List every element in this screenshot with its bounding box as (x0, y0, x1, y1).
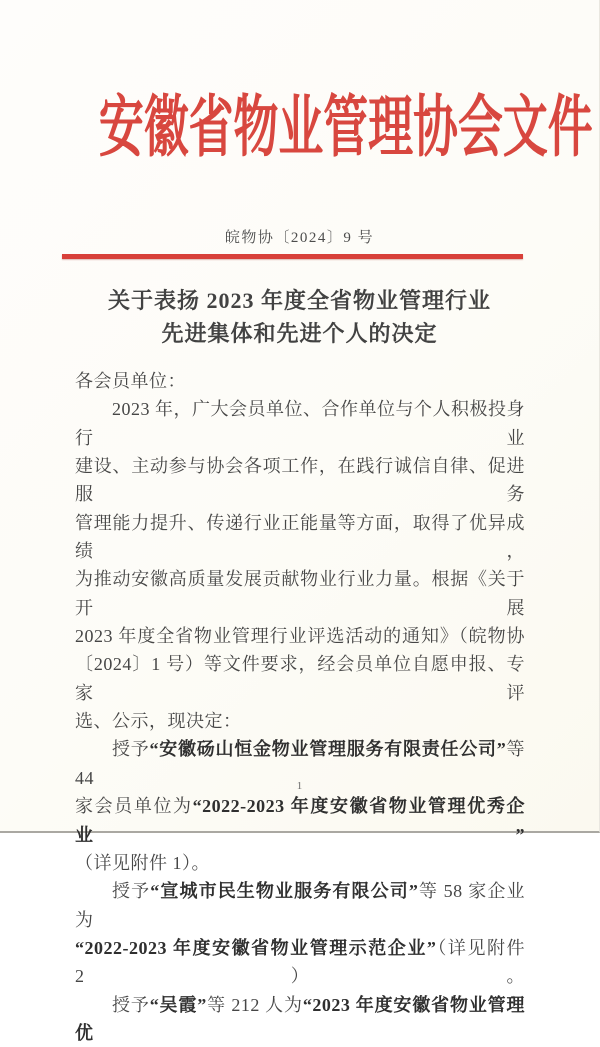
body-text: 授予 (112, 994, 150, 1015)
letterhead-title: 安徽省物业管理协会文件 (98, 91, 593, 165)
red-header-rule (62, 254, 523, 259)
body-text: 建设、主动参与协会各项工作，在践行诚信自律、促进服务 (75, 456, 525, 505)
body-text: 各会员单位： (75, 371, 186, 391)
page-number: 1 (296, 780, 303, 792)
document-body (75, 367, 525, 1047)
body-line (75, 395, 525, 452)
body-text: 2023 年，广大会员单位、合作单位与个人积极投身行业 (75, 399, 525, 448)
body-line (75, 991, 525, 1047)
body-line (75, 565, 525, 622)
document-number: 皖物协〔2024〕9 号 (224, 230, 375, 246)
body-text: 家会员单位为 (75, 796, 193, 817)
body-text-bold: “安徽砀山恒金物业管理服务有限责任公司” (149, 739, 507, 760)
body-line (75, 452, 525, 509)
body-text: 授予 (112, 881, 151, 902)
body-text: 管理能力提升、传递行业正能量等方面，取得了优异成绩， (75, 512, 525, 562)
body-text-bold: “吴霞” (149, 994, 207, 1015)
document-title (0, 284, 599, 350)
body-line (75, 509, 525, 566)
body-line (75, 622, 525, 650)
document-title-line-1: 关于表扬 2023 年度全省物业管理行业 (107, 288, 491, 313)
body-line (75, 877, 525, 934)
body-text: （详见附件 1）。 (75, 852, 210, 873)
body-text: （详见附件 2）。 (75, 937, 526, 987)
body-line (75, 707, 525, 735)
body-line (75, 934, 525, 991)
document-title-line-2: 先进集体和先进个人的决定 (161, 321, 438, 346)
body-text-bold: “宣城市民生物业服务有限公司” (150, 881, 419, 902)
body-text: 〔2024〕1 号）等文件要求，经会员单位自愿申报、专家评 (75, 654, 525, 703)
body-text: 授予 (112, 739, 150, 760)
body-text: 等 58 家企业为 (75, 881, 526, 930)
body-text: 等 212 人为 (206, 994, 303, 1015)
body-text: 等 44 (75, 739, 525, 788)
body-line (75, 367, 525, 395)
body-line (75, 792, 525, 849)
body-line (75, 849, 525, 877)
body-text-bold: “2023 年度安徽省物业管理优 (75, 994, 526, 1043)
body-text: 选、公示，现决定： (75, 711, 242, 732)
body-text-bold: “2022-2023 年度安徽省物业管理优秀企业” (75, 796, 525, 845)
body-text-bold: “2022-2023 年度安徽省物业管理示范企业” (75, 937, 437, 958)
body-text: 为推动安徽高质量发展贡献物业行业力量。根据《关于开展 (75, 569, 525, 618)
body-line (75, 650, 525, 707)
body-text: 2023 年度全省物业管理行业评选活动的通知》（皖物协 (75, 626, 525, 647)
